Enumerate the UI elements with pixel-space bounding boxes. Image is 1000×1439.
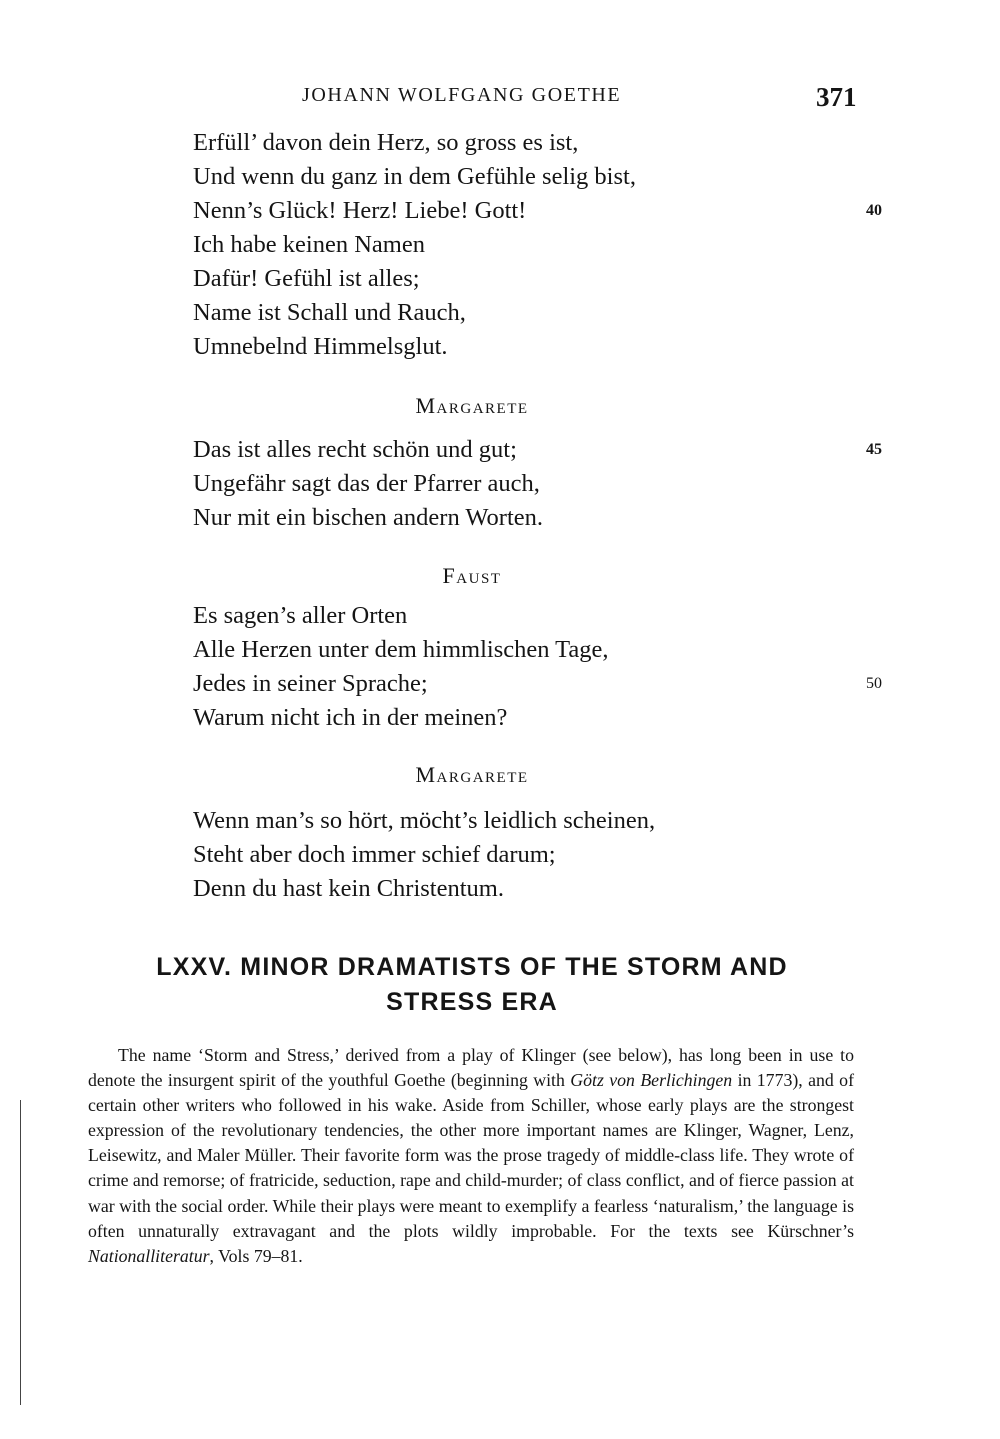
speaker-faust: Faust bbox=[442, 563, 502, 588]
margin-rule bbox=[20, 1100, 21, 1405]
verse-line: Es sagen’s aller Orten bbox=[193, 602, 408, 629]
speaker-margarete: Margarete bbox=[415, 762, 529, 787]
verse-line: Alle Herzen unter dem himmlischen Tage, bbox=[193, 636, 609, 663]
line-number: 50 bbox=[866, 675, 882, 692]
verse-line: Nenn’s Glück! Herz! Liebe! Gott! 40 bbox=[0, 194, 1000, 228]
intro-paragraph: The name ‘Storm and Stress,’ derived from a play of Klinger (see below), has long been in use to denote the insurgent spirit of the youthful Goethe (beginning with Götz von Berlichingen in 1773), and of certain other writers who followed in his wake. Aside from Schiller, whose early plays are the strongest expression of the revolutionary tendencies, the other more important names are Klinger, Wagner, Lenz, Leisewitz, and Maler Müller. Their favorite form was the prose tragedy of middle-class life. They wrote of crime and remorse; of fratricide, seduction, rape and child-murder; of class conflict, and of fierce passion at war with the social order. While their plays were meant to exemplify a fearless ‘naturalism,’ the language is often unnaturally extravagant and the plots wildly improbable. For the texts see Kürschner’s Nationalliteratur, Vols 79–81. bbox=[88, 1045, 854, 1266]
verse-line: Denn du hast kein Christentum. bbox=[193, 875, 504, 902]
page-number: 371 bbox=[816, 82, 857, 112]
chapter-introduction bbox=[88, 1043, 854, 1269]
verse-line: Wenn man’s so hört, möcht’s leidlich scheinen, bbox=[193, 807, 656, 834]
verse-line: Das ist alles recht schön und gut; 45 bbox=[0, 433, 1000, 467]
running-header bbox=[0, 82, 1000, 112]
verse-line: Erfüll’ davon dein Herz, so gross es ist, bbox=[193, 129, 579, 156]
verse-line: Umnebelnd Himmelsglut. bbox=[193, 333, 448, 360]
line-number: 40 bbox=[866, 202, 882, 219]
stanza-margarete-1 bbox=[0, 433, 1000, 535]
stanza-faust-2 bbox=[0, 599, 1000, 735]
verse-line: Dafür! Gefühl ist alles; bbox=[193, 265, 420, 292]
verse-line: Und wenn du ganz in dem Gefühle selig bist, bbox=[193, 163, 636, 190]
series-title: Nationalliteratur bbox=[88, 1245, 210, 1266]
verse-line: Nur mit ein bischen andern Worten. bbox=[193, 504, 544, 531]
verse-line: Jedes in seiner Sprache; 50 bbox=[0, 667, 1000, 701]
chapter-heading-line-2: STRESS ERA bbox=[386, 988, 558, 1016]
work-title: Götz von Berlichingen bbox=[570, 1070, 733, 1091]
line-number: 45 bbox=[866, 441, 882, 458]
chapter-heading bbox=[100, 950, 844, 1020]
chapter-heading-line-1: LXXV. MINOR DRAMATISTS OF THE STORM AND bbox=[156, 953, 788, 981]
verse-line: Ungefähr sagt das der Pfarrer auch, bbox=[193, 470, 540, 497]
speaker-margarete: Margarete bbox=[415, 393, 529, 418]
verse-line: Steht aber doch immer schief darum; bbox=[193, 841, 556, 868]
verse-line: Name ist Schall und Rauch, bbox=[193, 299, 466, 326]
stanza-margarete-2 bbox=[0, 804, 1000, 906]
verse-line: Ich habe keinen Namen bbox=[193, 231, 425, 258]
verse-line: Warum nicht ich in der meinen? bbox=[193, 704, 508, 731]
stanza-faust-1 bbox=[0, 126, 1000, 364]
running-title: JOHANN WOLFGANG GOETHE bbox=[302, 84, 622, 106]
